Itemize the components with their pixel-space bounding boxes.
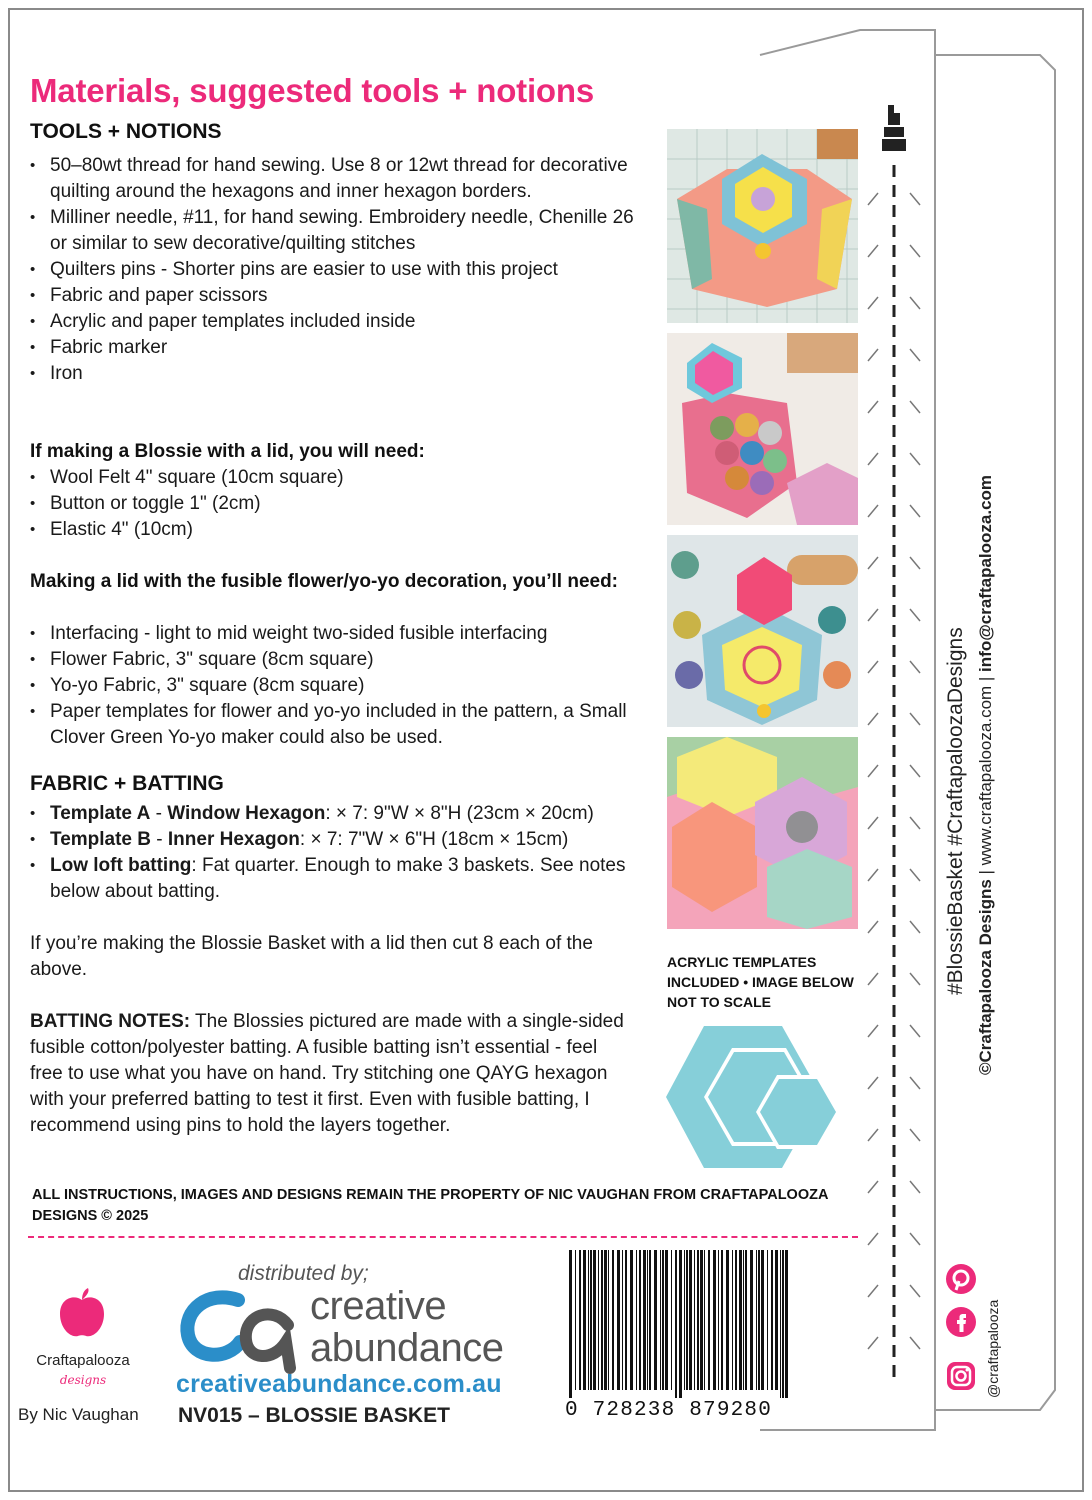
barcode-bar — [579, 1250, 581, 1390]
barcode-bar — [735, 1250, 737, 1390]
facebook-icon[interactable] — [945, 1306, 977, 1338]
barcode-bar — [713, 1250, 716, 1390]
barcode-bar — [771, 1250, 773, 1390]
photo-blossie-basket-lid — [667, 129, 858, 323]
barcode-bar — [575, 1250, 576, 1390]
photo-blossie-with-threads — [667, 333, 858, 525]
list-item: • Iron — [30, 361, 650, 387]
fabric-heading: FABRIC + BATTING — [30, 772, 224, 795]
strip-chevron — [910, 1233, 920, 1245]
barcode-bar — [643, 1250, 646, 1390]
barcode-bar — [700, 1250, 703, 1390]
strip-chevron — [910, 557, 920, 569]
barcode-bar — [654, 1250, 657, 1390]
list-item: • Template A - Window Hexagon: × 7: 9"W × 8"H (23cm × 20cm) — [30, 801, 670, 827]
list-item: • Button or toggle 1" (2cm) — [30, 491, 650, 517]
barcode-bar — [756, 1250, 757, 1390]
barcode-bar — [583, 1250, 586, 1390]
dashed-divider — [28, 1236, 858, 1238]
strip-chevron — [868, 453, 878, 465]
barcode-bar — [608, 1250, 609, 1390]
barcode-bar — [675, 1250, 677, 1398]
tools-list — [30, 153, 650, 387]
strip-chevron — [868, 1337, 878, 1349]
barcode-bar — [684, 1250, 685, 1390]
list-item: • 50–80wt thread for hand sewing. Use 8 or 12wt thread for decorative quilting around the hexagons and inner hexagon borders. — [30, 153, 650, 205]
strip-chevron — [910, 765, 920, 777]
strip-chevron — [910, 401, 920, 413]
list-item: • Acrylic and paper templates included inside — [30, 309, 650, 335]
strip-chevron — [868, 245, 878, 257]
barcode-bar — [612, 1250, 614, 1390]
list-item: • Fabric and paper scissors — [30, 283, 650, 309]
barcode-bar — [743, 1250, 744, 1390]
barcode-bar — [636, 1250, 637, 1390]
strip-chevron — [868, 1077, 878, 1089]
barcode-bar — [745, 1250, 747, 1390]
strip-chevron — [868, 297, 878, 309]
strip-chevron — [868, 1285, 878, 1297]
lid-list — [30, 465, 650, 543]
strip-chevron — [868, 193, 878, 205]
barcode-bar — [704, 1250, 705, 1390]
strip-chevron — [868, 869, 878, 881]
barcode-bar — [708, 1250, 710, 1390]
barcode-bar — [617, 1250, 620, 1390]
barcode-bar — [785, 1250, 788, 1398]
barcode-bar — [588, 1250, 589, 1390]
strip-chevron — [910, 609, 920, 621]
barcode-bar — [601, 1250, 603, 1390]
barcode-bar — [665, 1250, 668, 1390]
list-item: • Yo-yo Fabric, 3" square (8cm square) — [30, 673, 650, 699]
strip-chevron — [868, 921, 878, 933]
social-handle: @craftapalooza — [985, 1299, 1001, 1398]
photo-hexagon-fabrics — [667, 737, 858, 929]
strip-chevron — [910, 505, 920, 517]
brand-sub: designs — [59, 1373, 107, 1387]
strip-chevron — [910, 869, 920, 881]
barcode-number: 0 728238 879280 — [565, 1399, 773, 1422]
strip-chevron — [910, 297, 920, 309]
barcode-bar — [590, 1250, 592, 1390]
barcode-bar — [761, 1250, 764, 1390]
batting-notes: BATTING NOTES: The Blossies pictured are made with a single-sided fusible cotton/polyester batting. A fusible batting isn’t essential - feel free to use what you have on hand. Try stitching one QAYG hexagon with your preferred batting to test it first. Even with fusible batting, I recommend using pins to hold the layers together. — [30, 1011, 624, 1136]
list-item: • Fabric marker — [30, 335, 650, 361]
list-item: • Milliner needle, #11, for hand sewing. Embroidery needle, Chenille 26 or similar to sew decorative/quilting stitches — [30, 205, 650, 257]
strip-chevron — [910, 453, 920, 465]
apple-logo-icon — [56, 1288, 108, 1340]
distributed-by-label: distributed by; — [238, 1262, 369, 1285]
list-item: • Flower Fabric, 3" square (8cm square) — [30, 647, 650, 673]
barcode-bar — [622, 1250, 623, 1390]
list-item: • Elastic 4" (10cm) — [30, 517, 650, 543]
brand-name: Craftapalooza — [36, 1352, 130, 1369]
barcode-bar — [660, 1250, 661, 1390]
distributor-name-line1: creative — [310, 1284, 447, 1328]
barcode-bar — [782, 1250, 784, 1398]
list-item: • Template B - Inner Hexagon: × 7: 7"W × 6"H (18cm × 15cm) — [30, 827, 670, 853]
acrylic-templates-note: ACRYLIC TEMPLATES INCLUDED • IMAGE BELOW NOT TO SCALE — [667, 954, 854, 1010]
barcode-bar — [732, 1250, 733, 1390]
list-item: • Low loft batting: Fat quarter. Enough to make 3 baskets. See notes below about batting. — [30, 853, 670, 905]
creative-abundance-ca-icon — [178, 1280, 308, 1380]
strip-chevron — [868, 349, 878, 361]
barcode-bar — [593, 1250, 596, 1390]
strip-chevron — [868, 973, 878, 985]
acrylic-hexagon-templates — [664, 1022, 864, 1172]
barcode-bar — [625, 1250, 627, 1390]
strip-chevron — [910, 245, 920, 257]
strip-chevron — [868, 1025, 878, 1037]
strip-chevron — [910, 661, 920, 673]
barcode-bar — [775, 1250, 778, 1390]
strip-chevron — [868, 505, 878, 517]
barcode-bar — [767, 1250, 768, 1390]
strip-chevron — [868, 661, 878, 673]
photo-blossie-flower-lid — [667, 535, 858, 727]
strip-chevron — [868, 817, 878, 829]
strip-chevron — [868, 609, 878, 621]
barcode-bar — [639, 1250, 641, 1390]
copyright-notice: ALL INSTRUCTIONS, IMAGES AND DESIGNS REMAIN THE PROPERTY OF NIC VAUGHAN FROM CRAFTAPALOOZA DESIGNS © 2025 — [32, 1187, 828, 1224]
pinterest-icon[interactable] — [945, 1263, 977, 1295]
barcode-bar — [780, 1250, 781, 1398]
distributor-name-line2: abundance — [310, 1326, 504, 1370]
barcode-bar — [569, 1250, 572, 1398]
barcode-bar — [694, 1250, 695, 1390]
barcode-bar — [598, 1250, 599, 1390]
strip-chevron — [910, 713, 920, 725]
lid-note: If you’re making the Blossie Basket with a lid then cut 8 each of the above. — [30, 933, 593, 980]
barcode-bar — [697, 1250, 699, 1390]
strip-chevron — [910, 349, 920, 361]
strip-chevron — [910, 1181, 920, 1193]
strip-chevron — [868, 1181, 878, 1193]
strip-chevron — [910, 1077, 920, 1089]
strip-chevron — [910, 1337, 920, 1349]
tools-heading: TOOLS + NOTIONS — [30, 120, 222, 143]
barcode — [567, 1250, 789, 1400]
list-item: • Interfacing - light to mid weight two-sided fusible interfacing — [30, 621, 650, 647]
page-title: Materials, suggested tools + notions — [30, 72, 594, 109]
strip-chevron — [868, 557, 878, 569]
barcode-bar — [726, 1250, 729, 1390]
hashtags: #BlossieBasket #CraftapaloozaDesigns — [944, 627, 967, 995]
strip-chevron — [868, 1233, 878, 1245]
barcode-bar — [750, 1250, 753, 1390]
strip-chevron — [868, 1129, 878, 1141]
list-item: • Quilters pins - Shorter pins are easier to use with this project — [30, 257, 650, 283]
strip-chevron — [868, 713, 878, 725]
strip-chevron — [910, 1285, 920, 1297]
strip-chevron — [868, 401, 878, 413]
barcode-bar — [721, 1250, 723, 1390]
barcode-bar — [739, 1250, 742, 1390]
instagram-icon[interactable] — [945, 1360, 977, 1392]
barcode-bar — [647, 1250, 648, 1390]
barcode-bar — [671, 1250, 672, 1390]
author-line: By Nic Vaughan — [18, 1405, 139, 1424]
strip-chevron — [910, 1129, 920, 1141]
barcode-bar — [718, 1250, 719, 1390]
barcode-bar — [604, 1250, 607, 1390]
strip-chevron — [910, 1025, 920, 1037]
contact-line: ©Craftapalooza Designs | www.craftapalooza.com | info@craftapalooza.com — [976, 474, 995, 1075]
list-item: • Wool Felt 4" square (10cm square) — [30, 465, 650, 491]
product-sku: NV015 – BLOSSIE BASKET — [178, 1404, 450, 1427]
hanging-strip — [860, 55, 928, 1395]
barcode-bar — [686, 1250, 688, 1390]
strip-chevron — [910, 817, 920, 829]
strip-chevron — [910, 193, 920, 205]
strip-chevron — [910, 973, 920, 985]
list-item: • Paper templates for flower and yo-yo included in the pattern, a Small Clover Green Yo-yo maker could also be used. — [30, 699, 650, 751]
strip-chevron — [910, 921, 920, 933]
fabric-list — [30, 801, 670, 905]
distributor-url[interactable]: creativeabundance.com.au — [176, 1370, 502, 1398]
barcode-bar — [649, 1250, 651, 1390]
flower-list — [30, 621, 650, 751]
barcode-bar — [630, 1250, 633, 1390]
barcode-bar — [662, 1250, 664, 1390]
barcode-bar — [679, 1250, 682, 1398]
barcode-bar — [689, 1250, 692, 1390]
strip-chevron — [868, 765, 878, 777]
barcode-bar — [758, 1250, 760, 1390]
flower-heading: Making a lid with the fusible flower/yo-yo decoration, you’ll need: — [30, 571, 619, 592]
lid-heading: If making a Blossie with a lid, you will need: — [30, 441, 425, 462]
